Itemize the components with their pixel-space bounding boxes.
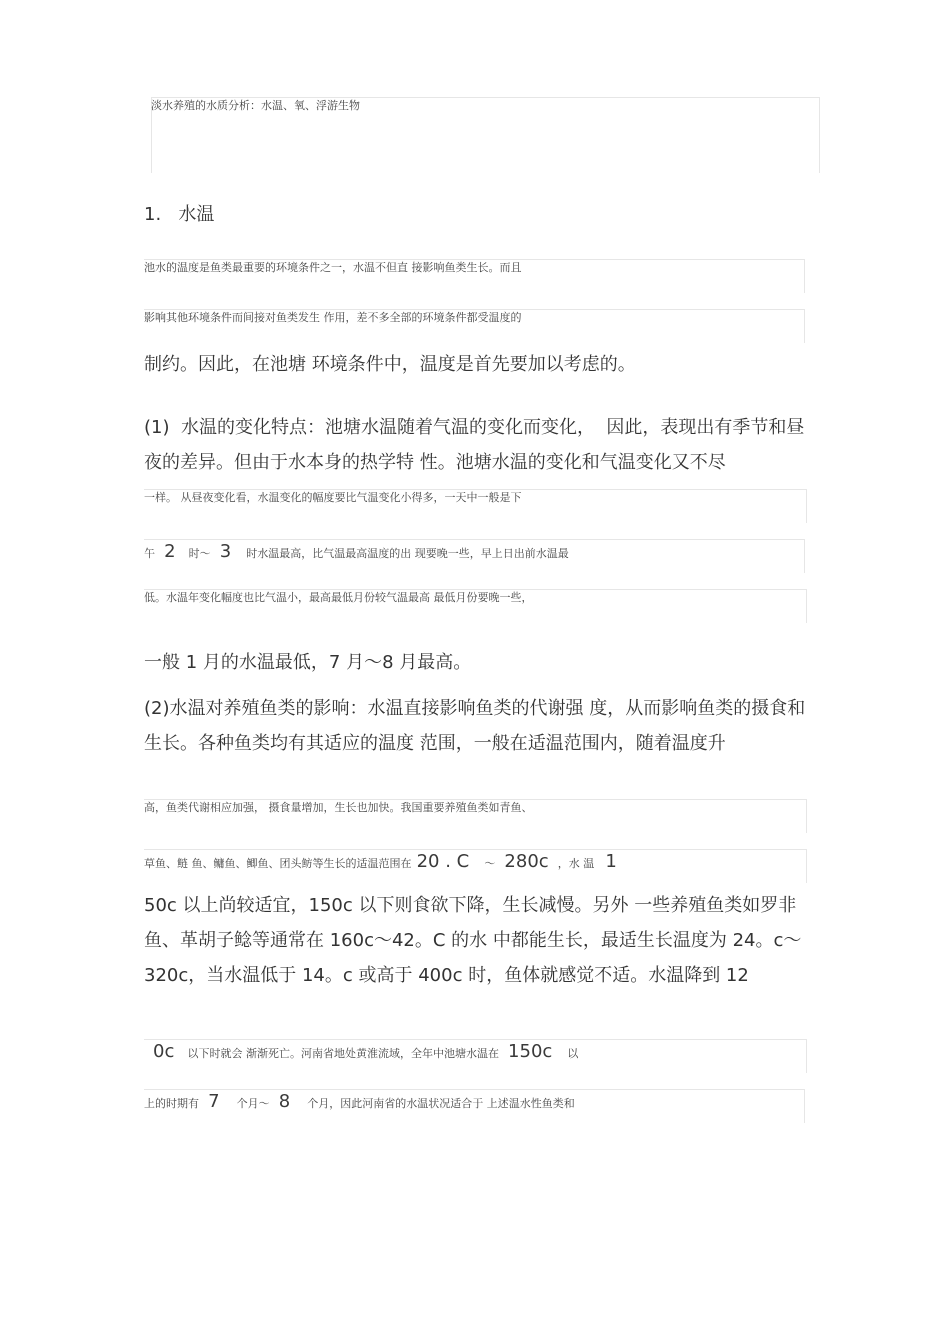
p2-text2: 50c 以上尚较适宜，150c 以下则食欲下降，生长减慢。另外 一些养殖鱼类如罗非鱼、革胡子鲶等通常在 160c～42。C 的水 中都能生长，最适生长温度为 24。c～320c，当水温低于 14。c 或高于 400c 时，鱼体就感觉不适。水温降到 12 <box>144 895 802 986</box>
p2-line7-b: 7 <box>208 1091 220 1112</box>
section-heading: 1. 水温 <box>144 204 215 225</box>
p2-line6-c: 150c <box>508 1041 553 1062</box>
p1-line3-e: 时水温最高，比气温最高温度的出 现要晚一些，早上日出前水温最 <box>246 547 569 560</box>
intro-line1: 池水的温度是鱼类最重要的环境条件之一，水温不但直 接影响鱼类生长。而且 <box>144 261 522 274</box>
p2-line3-b: 20 . C <box>416 851 470 872</box>
p2-line7-c: 个月～ <box>236 1097 270 1110</box>
p1-line4: 低。水温年变化幅度也比气温小，最高最低月份较气温最高 最低月份要晚一些， <box>144 591 533 604</box>
p2-line3-c: ～ <box>484 857 496 870</box>
doc-title: 淡水养殖的水质分析：水温、氧、浮游生物 <box>151 99 360 112</box>
p2-line7-a: 上的时期有 <box>144 1097 199 1110</box>
p2-line7-d: 8 <box>278 1091 291 1112</box>
p2-line6-b: 以下时就会 渐渐死亡。河南省地处黄淮流域，全年中池塘水温在 <box>187 1047 499 1060</box>
p2-line6 <box>153 1041 578 1062</box>
p1-line3-a: 午 <box>144 547 155 560</box>
p2-line3-e: ，水 温 <box>557 857 595 870</box>
intro-line2: 影响其他环境条件而间接对鱼类发生 作用，差不多全部的环境条件都受温度的 <box>144 311 522 324</box>
p1-text: (1) 水温的变化特点：池塘水温随着气温的变化而变化， 因此，表现出有季节和昼夜的差异。但由于水本身的热学特 性。池塘水温的变化和气温变化又不尽 <box>144 417 805 473</box>
p1-line3 <box>144 541 569 562</box>
p2-line6-a: 0c <box>153 1041 175 1062</box>
p2-line7-e: 个月，因此河南省的水温状况适合于 上述温水性鱼类和 <box>307 1097 575 1110</box>
p2-line3-f: 1 <box>605 851 617 872</box>
p2-line3-d: 280c <box>504 851 549 872</box>
p2-line7 <box>144 1091 575 1112</box>
p2-line2: 高，鱼类代谢相应加强， 摄食量增加，生长也加快。我国重要养殖鱼类如青鱼、 <box>144 801 533 814</box>
p1-line3-b: 2 <box>164 541 176 562</box>
p1-line3-d: 3 <box>219 541 232 562</box>
p2-line3 <box>144 851 617 872</box>
p2-line6-d: 以 <box>567 1047 579 1060</box>
p1-line3-c: 时～ <box>188 547 211 560</box>
intro-line3: 制约。因此，在池塘 环境条件中，温度是首先要加以考虑的。 <box>144 354 636 375</box>
p1-line5: 一般 1 月的水温最低，7 月～8 月最高。 <box>144 652 472 673</box>
p2-text: (2)水温对养殖鱼类的影响：水温直接影响鱼类的代谢强 度，从而影响鱼类的摄食和生长。各种鱼类均有其适应的温度 范围，一般在适温范围内，随着温度升 <box>144 698 806 754</box>
p1-line2: 一样。 从昼夜变化看，水温变化的幅度要比气温变化小得多，一天中一般是下 <box>144 491 522 504</box>
p2-line3-a: 草鱼、鲢 鱼、鳙鱼、鲫鱼、团头鲂等生长的适温范围在 <box>144 857 412 870</box>
